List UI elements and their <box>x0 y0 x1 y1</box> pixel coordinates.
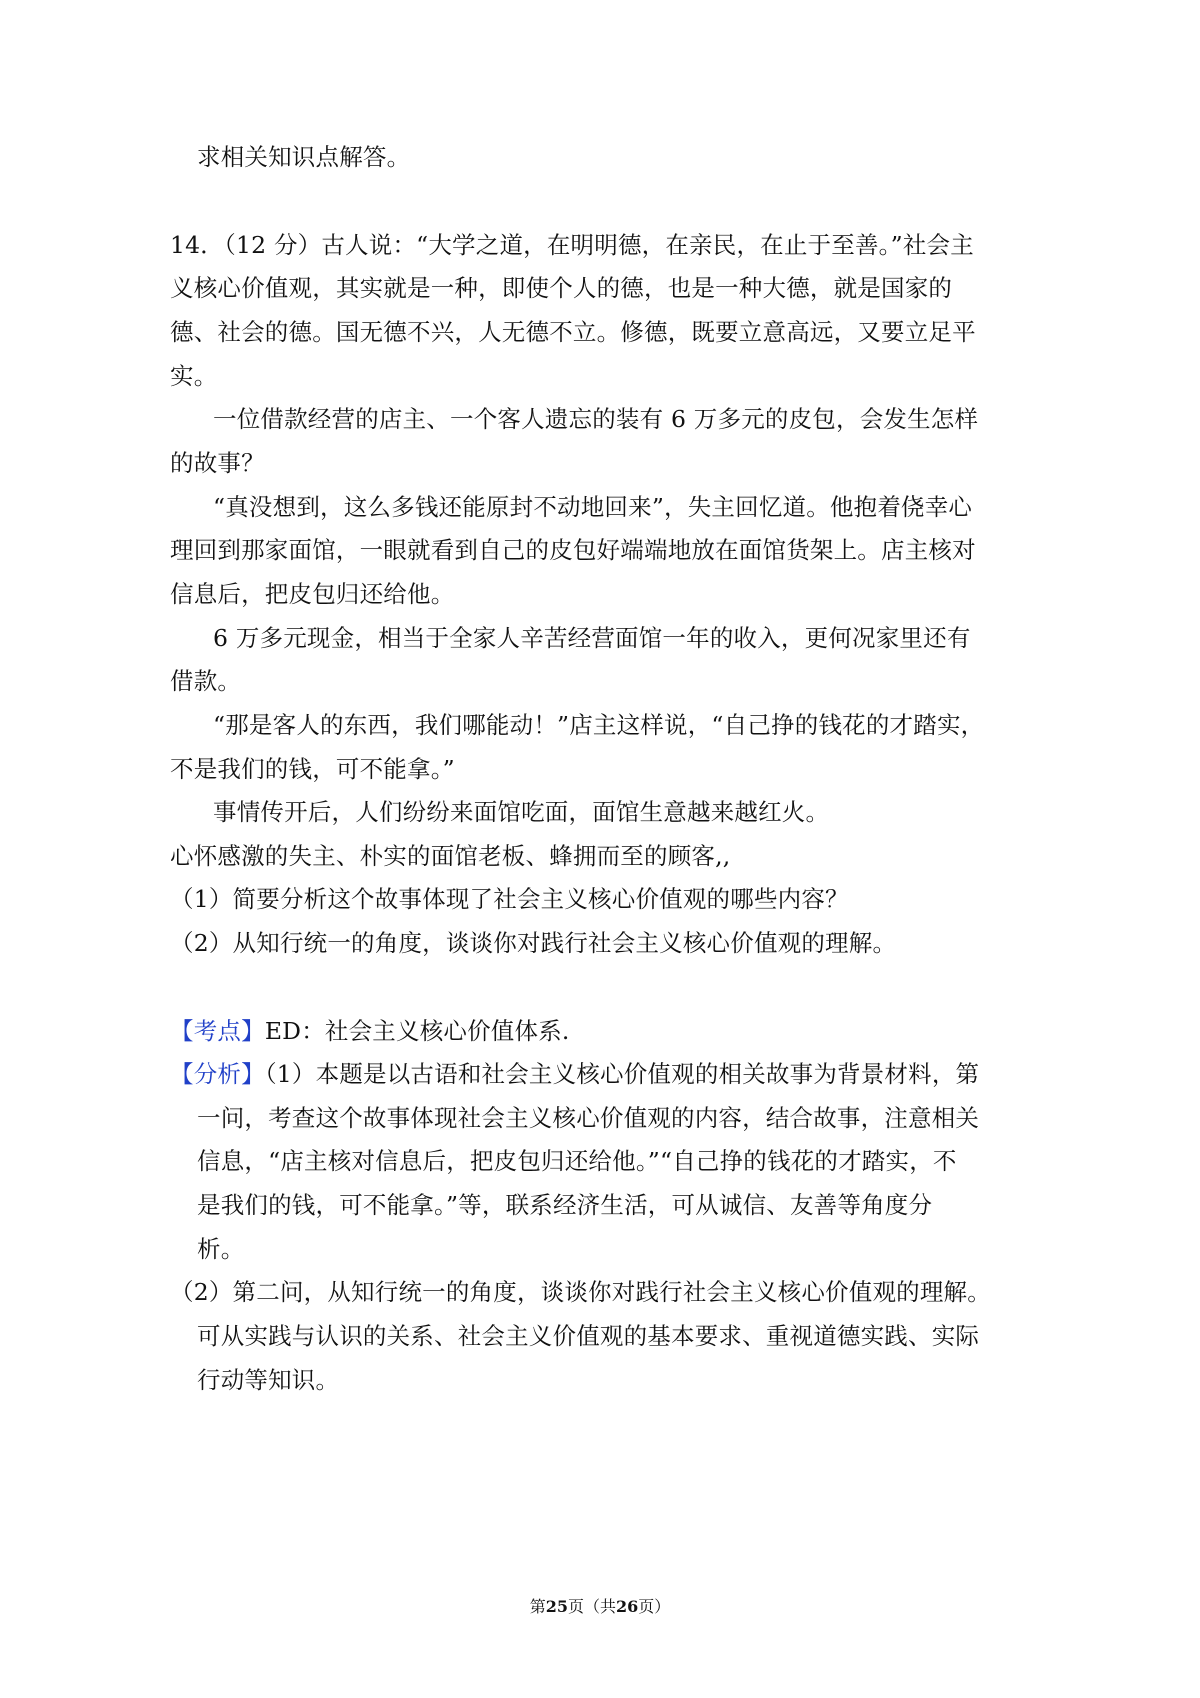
story-line: “那是客人的东西，我们哪能动！”店主这样说，“自己挣的钱花的才踏实， <box>213 711 985 739</box>
story-line: 理回到那家面馆，一眼就看到自己的皮包好端端地放在面馆货架上。店主核对 <box>170 536 976 564</box>
fenxi-line: 行动等知识。 <box>197 1366 340 1394</box>
kaodian-line <box>170 1007 570 1055</box>
sub-question-1: （1）简要分析这个故事体现了社会主义核心价值观的哪些内容？ <box>170 885 849 913</box>
kaodian-tag: 【考点】 <box>170 1017 265 1045</box>
story-line: “真没想到，这么多钱还能原封不动地回来”，失主回忆道。他抱着侥幸心 <box>213 493 973 521</box>
kaodian-text: ED：社会主义核心价值体系. <box>264 1017 570 1045</box>
story-line: 信息后，把皮包归还给他。 <box>170 580 455 608</box>
fenxi-line: 可从实践与认识的关系、社会主义价值观的基本要求、重视道德实践、实际 <box>197 1322 980 1350</box>
question-header <box>170 221 974 269</box>
stem-line: 德、社会的德。国无德不兴，人无德不立。修德，既要立意高远，又要立足平 <box>170 318 976 346</box>
footer-mid: 页（共 <box>567 1597 616 1616</box>
fenxi-line: 信息，“店主核对信息后，把皮包归还给他。”“自己挣的钱花的才踏实，不 <box>197 1147 957 1175</box>
fenxi-line <box>170 1050 979 1098</box>
footer-pre: 第 <box>529 1597 546 1616</box>
stem-line: 实。 <box>170 362 218 390</box>
fenxi-line: （2）第二问，从知行统一的角度，谈谈你对践行社会主义核心价值观的理解。 <box>170 1278 991 1306</box>
story-line: 不是我们的钱，可不能拿。” <box>170 755 455 783</box>
stem-line: 古人说：“大学之道，在明明德，在亲民，在止于至善。”社会主 <box>321 231 974 259</box>
sub-question-2: （2）从知行统一的角度，谈谈你对践行社会主义核心价值观的理解。 <box>170 929 897 957</box>
footer-post: 页） <box>638 1597 671 1616</box>
question-number: 14． <box>170 231 225 259</box>
footer-total-pages: 26 <box>616 1597 639 1616</box>
story-line: 的故事？ <box>170 449 265 477</box>
story-line: 一位借款经营的店主、一个客人遗忘的装有 6 万多元的皮包，会发生怎样 <box>213 405 979 433</box>
fenxi-tag: 【分析】 <box>170 1060 265 1088</box>
fenxi-line: 析。 <box>197 1235 245 1263</box>
story-line: 借款。 <box>170 667 242 695</box>
fenxi-line: 一问，考查这个故事体现社会主义核心价值观的内容，结合故事，注意相关 <box>197 1104 980 1132</box>
story-line: 心怀感激的失主、朴实的面馆老板、蜂拥而至的顾客,, <box>170 842 731 870</box>
page-footer <box>0 1595 1200 1619</box>
fenxi-line: 是我们的钱，可不能拿。”等，联系经济生活，可从诚信、友善等角度分 <box>197 1191 933 1219</box>
fenxi-text: （1）本题是以古语和社会主义核心价值观的相关故事为背景材料，第 <box>264 1060 980 1088</box>
question-score: （12 分） <box>224 231 322 259</box>
stem-line: 义核心价值观，其实就是一种，即使个人的德，也是一种大德，就是国家的 <box>170 274 953 302</box>
story-line: 6 万多元现金，相当于全家人辛苦经营面馆一年的收入，更何况家里还有 <box>213 624 971 652</box>
story-line: 事情传开后，人们纷纷来面馆吃面，面馆生意越来越红火。 <box>213 798 830 826</box>
footer-page-number: 25 <box>545 1597 568 1616</box>
prev-answer-tail: 求相关知识点解答。 <box>197 143 411 171</box>
